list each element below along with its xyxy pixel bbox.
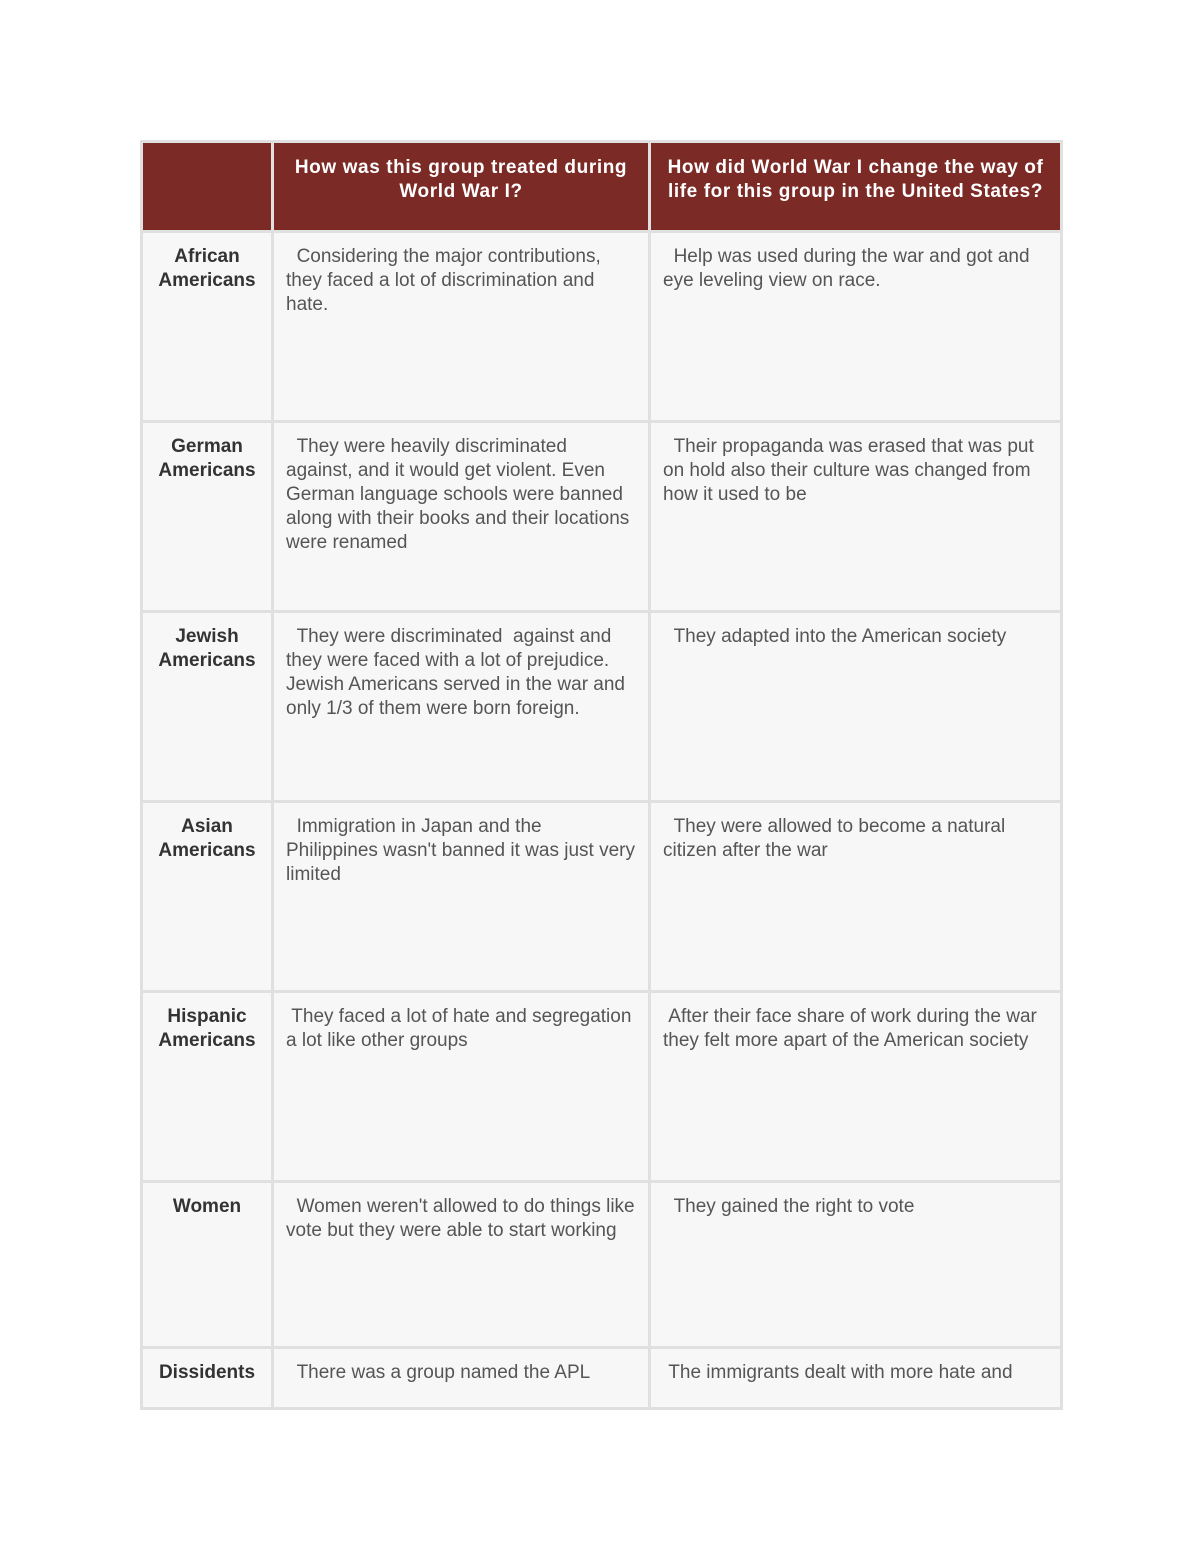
table-row	[142, 422, 1062, 612]
group-cell	[142, 802, 273, 992]
table-row	[142, 1182, 1062, 1348]
change-cell	[650, 1348, 1062, 1409]
comparison-table	[140, 140, 1063, 1410]
treated-text: They were heavily discriminated against, and it would get violent. Even German language schools were banned along with their books and their locations were renamed	[286, 436, 635, 553]
change-cell	[650, 802, 1062, 992]
change-text: They gained the right to vote	[663, 1196, 915, 1217]
treated-text: There was a group named the APL	[286, 1362, 591, 1383]
header-row	[142, 142, 1062, 232]
header-change	[650, 142, 1062, 232]
change-text: The immigrants dealt with more hate and	[663, 1362, 1013, 1383]
change-cell	[650, 1182, 1062, 1348]
treated-cell	[273, 992, 650, 1182]
group-label: German Americans	[158, 436, 256, 481]
header-treated	[273, 142, 650, 232]
treated-text: They were discriminated against and they were faced with a lot of prejudice. Jewish Americans served in the war and only 1/3 of them were born foreign.	[286, 626, 631, 719]
group-label: Asian Americans	[158, 816, 256, 861]
change-text: They were allowed to become a natural citizen after the war	[663, 816, 1011, 861]
group-label: Hispanic Americans	[158, 1006, 256, 1051]
change-text: Their propaganda was erased that was put on hold also their culture was changed from how it used to be	[663, 436, 1040, 505]
table-row	[142, 232, 1062, 422]
treated-cell	[273, 1182, 650, 1348]
treated-text: Immigration in Japan and the Philippines wasn't banned it was just very limited	[286, 816, 641, 885]
group-cell	[142, 232, 273, 422]
table-row	[142, 612, 1062, 802]
group-cell	[142, 1182, 273, 1348]
treated-text: Considering the major contributions, they faced a lot of discrimination and hate.	[286, 246, 607, 315]
table-row	[142, 802, 1062, 992]
treated-text: They faced a lot of hate and segregation a lot like other groups	[286, 1006, 637, 1051]
treated-cell	[273, 802, 650, 992]
group-label: Women	[172, 1196, 242, 1217]
change-cell	[650, 422, 1062, 612]
header-treated-label: How was this group treated during World War I?	[294, 157, 628, 202]
header-group-label	[143, 143, 271, 216]
change-text: They adapted into the American society	[663, 626, 1007, 647]
header-change-label: How did World War I change the way of life for this group in the United States?	[667, 157, 1044, 202]
treated-cell	[273, 422, 650, 612]
change-cell	[650, 232, 1062, 422]
change-text: After their face share of work during the war they felt more apart of the American society	[663, 1006, 1043, 1051]
treated-cell	[273, 1348, 650, 1409]
treated-text: Women weren't allowed to do things like vote but they were able to start working	[286, 1196, 640, 1241]
group-cell	[142, 1348, 273, 1409]
treated-cell	[273, 612, 650, 802]
change-text: Help was used during the war and got and eye leveling view on race.	[663, 246, 1035, 291]
group-label: African Americans	[158, 246, 256, 291]
group-label: Dissidents	[158, 1362, 256, 1383]
group-cell	[142, 992, 273, 1182]
treated-cell	[273, 232, 650, 422]
change-cell	[650, 992, 1062, 1182]
change-cell	[650, 612, 1062, 802]
group-cell	[142, 612, 273, 802]
table-row	[142, 992, 1062, 1182]
group-cell	[142, 422, 273, 612]
group-label: Jewish Americans	[158, 626, 256, 671]
header-group	[142, 142, 273, 232]
table-row	[142, 1348, 1062, 1409]
